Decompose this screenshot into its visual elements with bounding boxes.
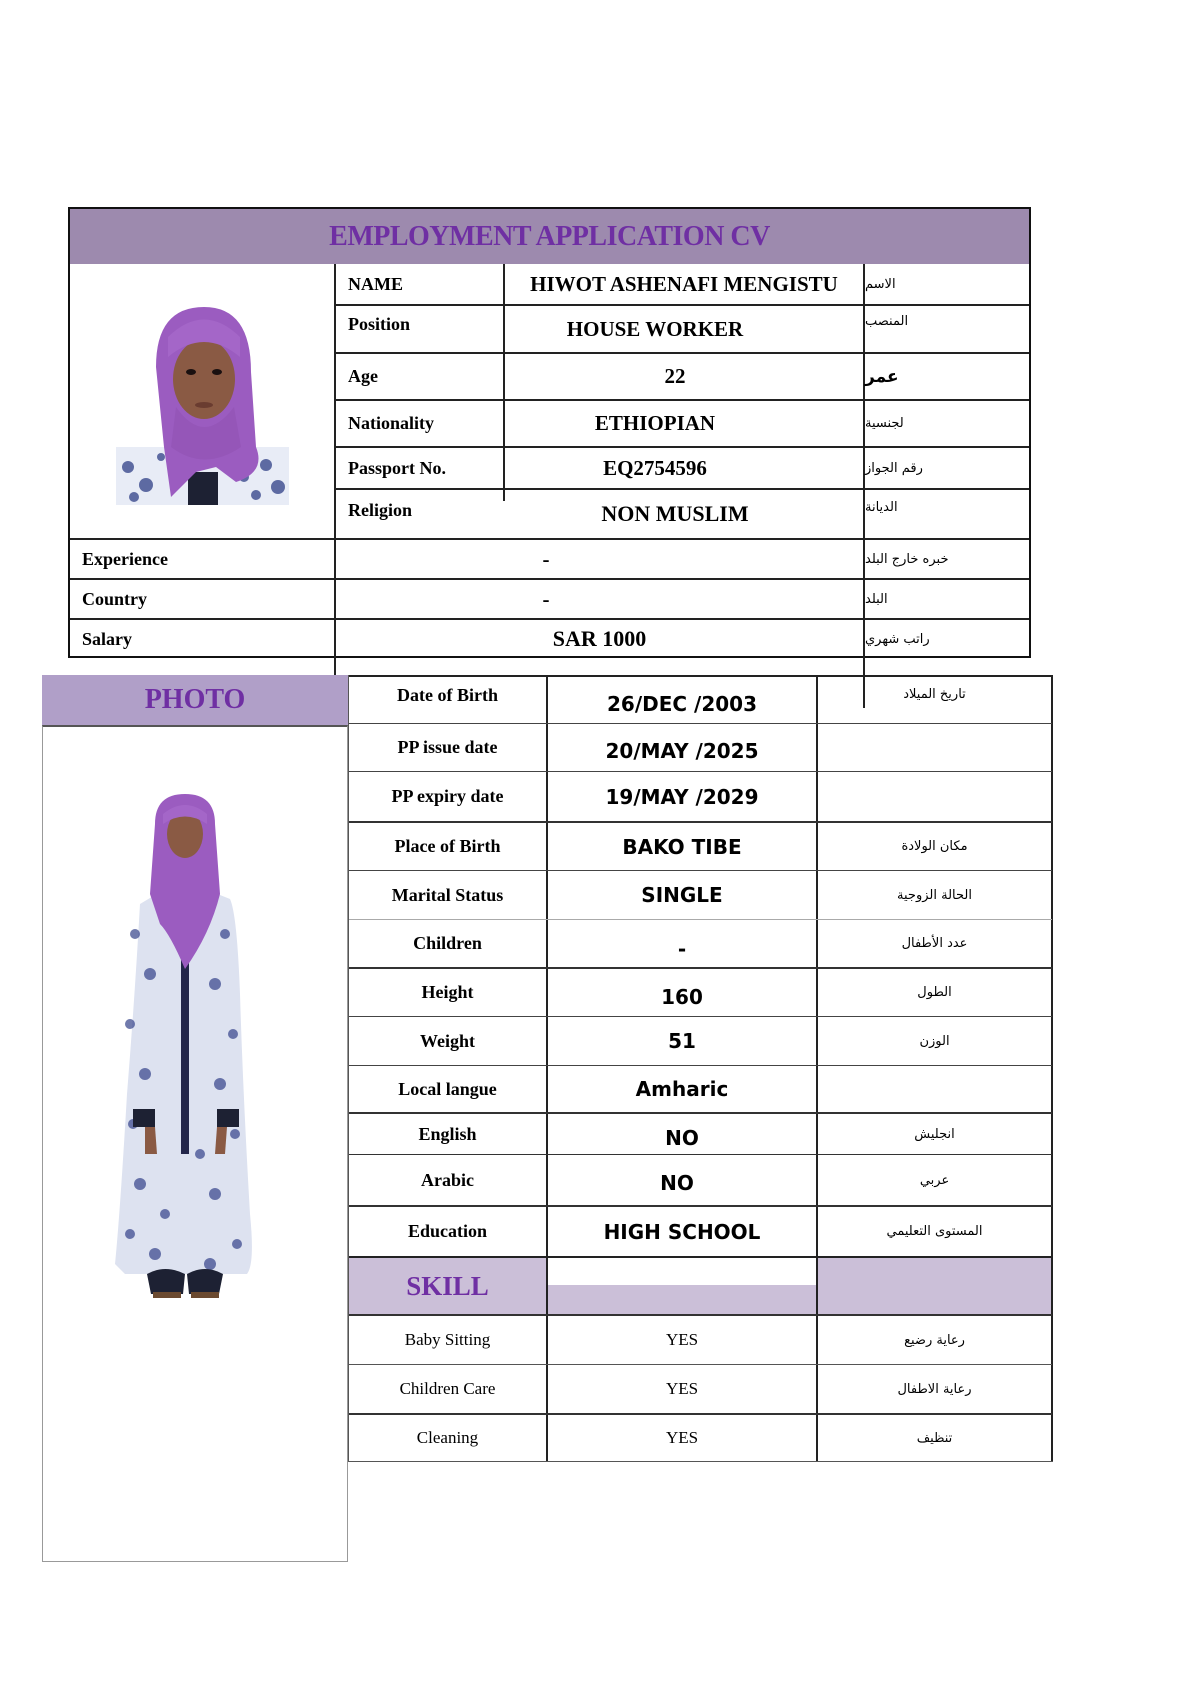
skill-label: Baby Sitting xyxy=(404,1330,491,1349)
children-value: - xyxy=(677,936,687,961)
skill-label: Cleaning xyxy=(416,1428,479,1447)
skill-header: SKILL xyxy=(349,1258,546,1314)
arabic-label: مكان الولادة xyxy=(901,839,968,854)
skill-header-arabic-cell xyxy=(818,1258,1051,1314)
arabic-label: خبره خارج البلد xyxy=(865,551,949,567)
arabic-label: رعاية رضيع xyxy=(904,1332,965,1348)
place-of-birth-value: BAKO TIBE xyxy=(622,834,742,859)
english-value: NO xyxy=(665,1126,699,1150)
arabic-label: عدد الأطفال xyxy=(901,936,968,951)
local-language-value: Amharic xyxy=(635,1077,729,1101)
dob-value: 26/DEC /2003 xyxy=(606,692,757,716)
skill-header-band xyxy=(548,1285,816,1314)
arabic-label: انجليش xyxy=(914,1126,955,1142)
passport-value: EQ2754596 xyxy=(603,455,707,480)
field-label: Position xyxy=(348,314,411,334)
experience-value: - xyxy=(542,546,550,571)
full-body-photo-icon xyxy=(115,794,257,1334)
skill-value: YES xyxy=(665,1428,699,1447)
religion-value: NON MUSLIM xyxy=(601,501,749,526)
arabic-label: تاريخ الميلاد xyxy=(903,687,966,702)
field-label: Arabic xyxy=(421,1169,474,1190)
pp-issue-value: 20/MAY /2025 xyxy=(605,738,759,763)
field-label: English xyxy=(418,1123,477,1144)
field-label: PP issue date xyxy=(397,737,498,757)
arabic-label: عمر xyxy=(865,366,899,387)
marital-status-value: SINGLE xyxy=(641,883,723,907)
field-label: Weight xyxy=(419,1030,475,1051)
field-label: Place of Birth xyxy=(394,836,501,856)
arabic-value: NO xyxy=(660,1171,694,1195)
nationality-value: ETHIOPIAN xyxy=(594,411,716,435)
portrait-photo xyxy=(116,297,289,505)
weight-value: 51 xyxy=(668,1029,696,1053)
field-label: Passport No. xyxy=(348,457,446,478)
field-label: Local langue xyxy=(398,1078,497,1099)
field-label: Experience xyxy=(82,548,168,569)
field-label: PP expiry date xyxy=(391,786,504,806)
arabic-label: راتب شهري xyxy=(865,631,930,647)
field-label: Religion xyxy=(348,500,413,520)
height-value: 160 xyxy=(661,984,703,1009)
arabic-label: الطول xyxy=(917,985,952,1000)
document-title: EMPLOYMENT APPLICATION CV xyxy=(70,209,1029,264)
arabic-label: الاسم xyxy=(865,276,896,292)
field-label: Height xyxy=(421,982,474,1002)
name-value: HIWOT ASHENAFI MENGISTU xyxy=(530,271,838,296)
arabic-label: الوزن xyxy=(919,1033,950,1049)
details-section xyxy=(42,675,1053,1565)
arabic-label: البلد xyxy=(865,591,888,607)
country-value: - xyxy=(542,586,550,611)
field-label: Salary xyxy=(82,628,133,649)
salary-value: SAR 1000 xyxy=(552,626,647,651)
arabic-label: لجنسية xyxy=(865,416,904,431)
arabic-label xyxy=(818,1066,1051,1112)
field-label: Marital Status xyxy=(391,884,504,905)
education-value: HIGH SCHOOL xyxy=(603,1219,761,1244)
skill-value: YES xyxy=(665,1379,699,1398)
field-label: Country xyxy=(82,588,148,609)
skill-value: YES xyxy=(665,1330,699,1349)
portrait-photo-icon xyxy=(116,297,289,505)
pp-expiry-value: 19/MAY /2029 xyxy=(605,784,759,809)
personal-info-table xyxy=(68,207,1031,658)
field-label: NAME xyxy=(348,273,403,294)
field-label: Date of Birth xyxy=(397,685,498,705)
position-value: HOUSE WORKER xyxy=(566,316,744,341)
arabic-label: رقم الجواز xyxy=(865,460,923,476)
arabic-label: المنصب xyxy=(865,314,909,329)
field-label: Children xyxy=(413,933,482,953)
arabic-label: الديانة xyxy=(865,500,898,515)
arabic-label: رعاية الاطفال xyxy=(897,1381,972,1397)
field-label: Age xyxy=(348,366,378,386)
photo-header: PHOTO xyxy=(42,675,348,725)
full-body-photo-frame xyxy=(42,725,348,1562)
arabic-label xyxy=(818,772,1051,821)
field-label: Nationality xyxy=(348,413,435,433)
arabic-label: المستوى التعليمي xyxy=(886,1224,983,1239)
arabic-label xyxy=(818,724,1051,771)
arabic-label: عربي xyxy=(919,1172,950,1188)
arabic-label: الحالة الزوجية xyxy=(897,887,972,903)
age-value: 22 xyxy=(664,364,686,388)
field-label: Education xyxy=(407,1221,488,1241)
arabic-label: تنظيف xyxy=(916,1430,953,1446)
skill-label: Children Care xyxy=(399,1379,496,1398)
